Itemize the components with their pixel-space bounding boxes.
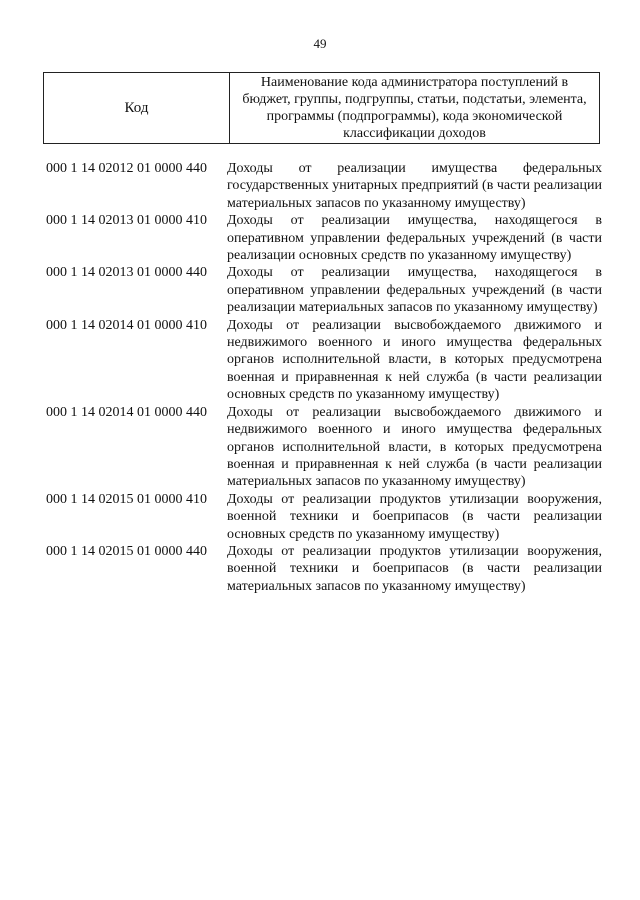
row-code: 000 1 14 02013 01 0000 410 — [46, 213, 207, 229]
row-description: Доходы от реализации продуктов утилизации вооружения, военной техники и боеприпасов (в части реализации материальных запасов по указанному имуществу) — [227, 543, 602, 594]
row-description: Доходы от реализации высвобождаемого движимого и недвижимого военного и иного имущества федеральных органов исполнительной власти, в которых предусмотрена военная и приравненная к ней служба (в части реализации материальных запасов по указанному имуществу) — [227, 404, 602, 490]
row-description: Доходы от реализации продуктов утилизации вооружения, военной техники и боеприпасов (в части реализации основных средств по указанному имуществу) — [227, 491, 602, 542]
row-description: Доходы от реализации имущества, находящегося в оперативном управлении федеральных учреждений (в части реализации основных средств по указанному имуществу) — [227, 213, 602, 264]
classification-list — [46, 160, 602, 595]
row-code: 000 1 14 02013 01 0000 440 — [46, 265, 207, 281]
row-description: Доходы от реализации высвобождаемого движимого и недвижимого военного и иного имущества федеральных органов исполнительной власти, в которых предусмотрена военная и приравненная к ней служба (в части реализации основных средств по указанному имуществу) — [227, 317, 602, 403]
table-header — [43, 72, 600, 144]
row-code: 000 1 14 02012 01 0000 440 — [46, 161, 207, 176]
table-row — [46, 543, 602, 595]
row-code: 000 1 14 02015 01 0000 440 — [46, 543, 207, 559]
table-row — [46, 212, 602, 264]
page-number: 49 — [313, 36, 327, 51]
header-code-column: Код — [44, 73, 230, 143]
row-description: Доходы от реализации имущества федеральных государственных унитарных предприятий (в части реализации материальных запасов по указанному имуществу) — [227, 161, 602, 211]
table-row — [46, 160, 602, 212]
header-name-column: Наименование кода администратора поступлений в бюджет, группы, подгруппы, статьи, подстатьи, элемента, программы (подпрограммы), кода экономической классификации доходов — [242, 75, 587, 141]
row-code: 000 1 14 02014 01 0000 440 — [46, 404, 207, 420]
table-row — [46, 491, 602, 543]
row-description: Доходы от реализации имущества, находящегося в оперативном управлении федеральных учреждений (в части реализации материальных запасов по указанному имуществу) — [227, 265, 602, 316]
table-row — [46, 317, 602, 404]
table-row — [46, 264, 602, 316]
table-row — [46, 404, 602, 491]
row-code: 000 1 14 02015 01 0000 410 — [46, 491, 207, 507]
row-code: 000 1 14 02014 01 0000 410 — [46, 317, 207, 333]
